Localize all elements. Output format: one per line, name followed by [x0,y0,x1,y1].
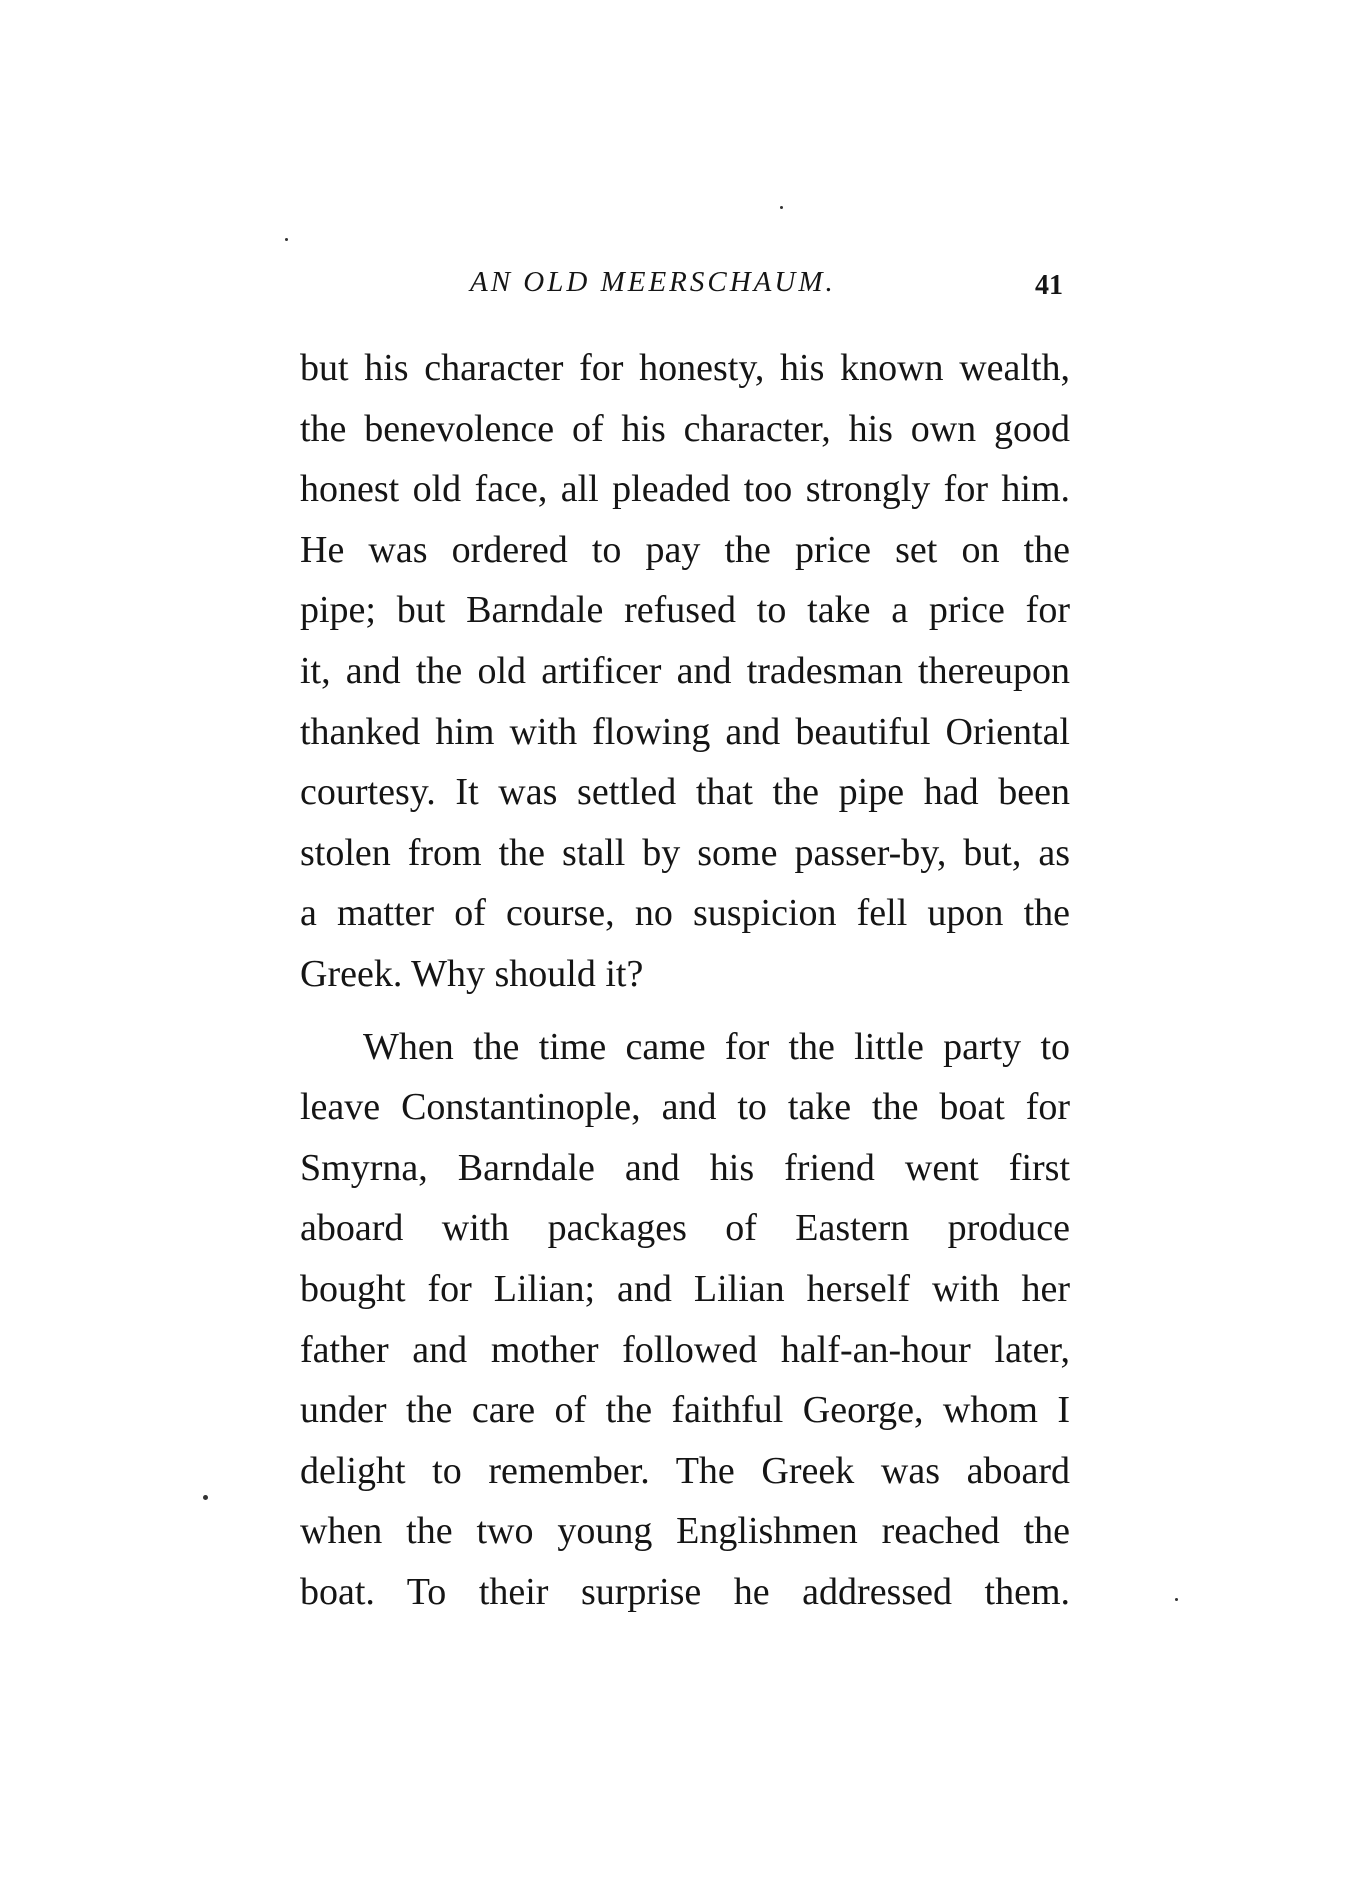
scan-speck [1175,1598,1178,1601]
text-line: Greek. Why should it? [300,952,644,995]
text-line: stolen from the stall by some passer-by, but, as [300,831,1070,874]
text-line: honest old face, all pleaded too strongly for him. [300,468,1070,511]
running-head [300,266,1070,310]
text-line: under the care of the faithful George, whom I [300,1389,1070,1432]
body-text [300,338,1070,1622]
text-line: aboard with packages of Eastern produce [300,1207,1070,1250]
text-line: boat. To their surprise he addressed them. [300,1570,1070,1613]
text-line: when the two young Englishmen reached the [300,1510,1070,1553]
text-line: He was ordered to pay the price set on the [300,528,1070,571]
text-line: it, and the old artificer and tradesman thereupon [300,649,1070,692]
scan-speck [203,1495,208,1500]
paragraph-gap [300,1005,1070,1017]
text-line: a matter of course, no suspicion fell upon the [300,892,1070,935]
scan-speck [780,206,783,209]
running-title: AN OLD MEERSCHAUM. [470,266,836,298]
text-line: Smyrna, Barndale and his friend went first [300,1146,1070,1189]
text-line: thanked him with flowing and beautiful Oriental [300,710,1070,753]
paragraph [300,338,1070,1005]
text-line: father and mother followed half-an-hour later, [300,1328,1070,1371]
text-line: but his character for honesty, his known wealth, [300,347,1070,389]
text-line: the benevolence of his character, his own good [300,407,1070,450]
text-line: When the time came for the little party to [363,1025,1070,1068]
scan-speck [285,238,288,241]
text-line: pipe; but Barndale refused to take a price for [300,589,1070,632]
text-line: delight to remember. The Greek was aboard [300,1449,1070,1492]
page-number: 41 [1035,270,1063,301]
paragraph [300,1017,1070,1623]
text-line: leave Constantinople, and to take the boat for [300,1086,1070,1129]
text-line: courtesy. It was settled that the pipe had been [300,771,1070,814]
text-line: bought for Lilian; and Lilian herself with her [300,1267,1070,1310]
